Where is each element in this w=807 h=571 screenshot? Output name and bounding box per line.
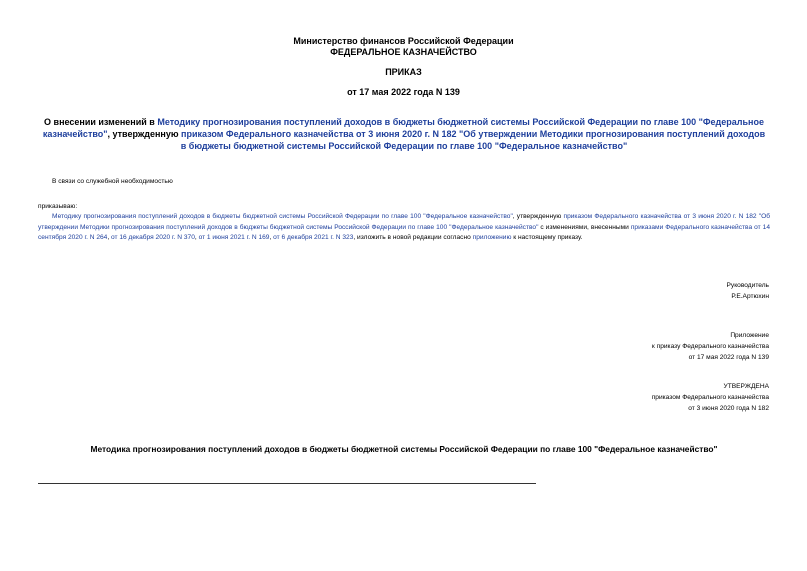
body-link-appendix[interactable]: приложению	[472, 234, 512, 242]
appendix-line-3: от 17 мая 2022 года N 139	[688, 354, 769, 361]
order-paragraph	[38, 212, 770, 243]
approved-line-3: от 3 июня 2020 года N 182	[688, 405, 769, 412]
methodology-title: Методика прогнозирования поступлений доходов в бюджеты бюджетной системы Российской Федерации по главе 100 "Федеральное казначейство"	[90, 444, 718, 454]
body-link-order-169[interactable]: от 1 июня 2021 г. N 169	[198, 234, 270, 242]
appendix-block	[652, 330, 769, 363]
title-link-methodology[interactable]: Методику прогнозирования поступлений доходов в бюджеты бюджетной системы Российской Федерации по главе 100 "Федеральное казначейство"	[42, 117, 764, 139]
body-text-2: с изменениями, внесенными	[538, 223, 631, 231]
order-word: приказываю:	[38, 203, 78, 210]
body-text-1: , утвержденную	[512, 213, 564, 221]
agency-name: ФЕДЕРАЛЬНОЕ КАЗНАЧЕЙСТВО	[330, 47, 477, 57]
appendix-line-1: Приложение	[730, 332, 769, 339]
signature-block	[727, 280, 769, 302]
body-sep-1: ,	[107, 234, 111, 242]
signature-role: Руководитель	[726, 282, 769, 289]
approved-line-2: приказом Федерального казначейства	[651, 394, 769, 401]
body-link-methodology[interactable]: Методику прогнозирования поступлений доходов в бюджеты бюджетной системы Российской Федерации по главе 100 "Федеральное казначейство"	[52, 213, 513, 221]
body-link-order-182[interactable]: приказом Федерального казначейства от 3 июня 2020 г. N 182 "Об утверждении Методики прогнозирования поступлений доходов в бюджеты бюджетной системы Российской Федерации по главе 100 "Федеральное казначейство"	[38, 213, 770, 231]
reason-text: В связи со служебной необходимостью	[52, 178, 173, 185]
ministry-name: Министерство финансов Российской Федерации	[293, 36, 514, 46]
appendix-line-2: к приказу Федерального казначейства	[651, 343, 769, 350]
body-sep-2: ,	[194, 234, 199, 242]
doc-title	[40, 116, 768, 152]
approved-line-1: УТВЕРЖДЕНА	[723, 383, 769, 390]
doc-type: ПРИКАЗ	[385, 67, 422, 77]
title-link-order-182[interactable]: приказом Федерального казначейства от 3 июня 2020 г. N 182 "Об утверждении Методики прогнозирования поступлений доходов в бюджеты бюджетной системы Российской Федерации по главе 100 "Федеральное казначейство"	[180, 129, 766, 151]
order-body	[38, 202, 770, 244]
body-link-order-370[interactable]: от 16 декабря 2020 г. N 370	[111, 234, 195, 242]
body-link-order-264[interactable]: приказами Федерального казначейства от 14 сентября 2020 г. N 264	[38, 223, 770, 242]
doc-date: от 17 мая 2022 года N 139	[347, 87, 460, 97]
title-prefix: О внесении изменений в	[44, 117, 158, 127]
horizontal-divider	[38, 483, 536, 484]
signature-name: Р.Е.Артюхин	[731, 293, 769, 300]
approved-block	[652, 381, 769, 414]
title-middle: , утвержденную	[107, 129, 182, 139]
body-text-3: , изложить в новой редакции согласно	[353, 234, 473, 242]
body-link-order-323[interactable]: от 6 декабря 2021 г. N 323	[273, 234, 354, 242]
body-sep-3: ,	[269, 234, 274, 242]
body-text-end: к настоящему приказу.	[511, 234, 583, 242]
